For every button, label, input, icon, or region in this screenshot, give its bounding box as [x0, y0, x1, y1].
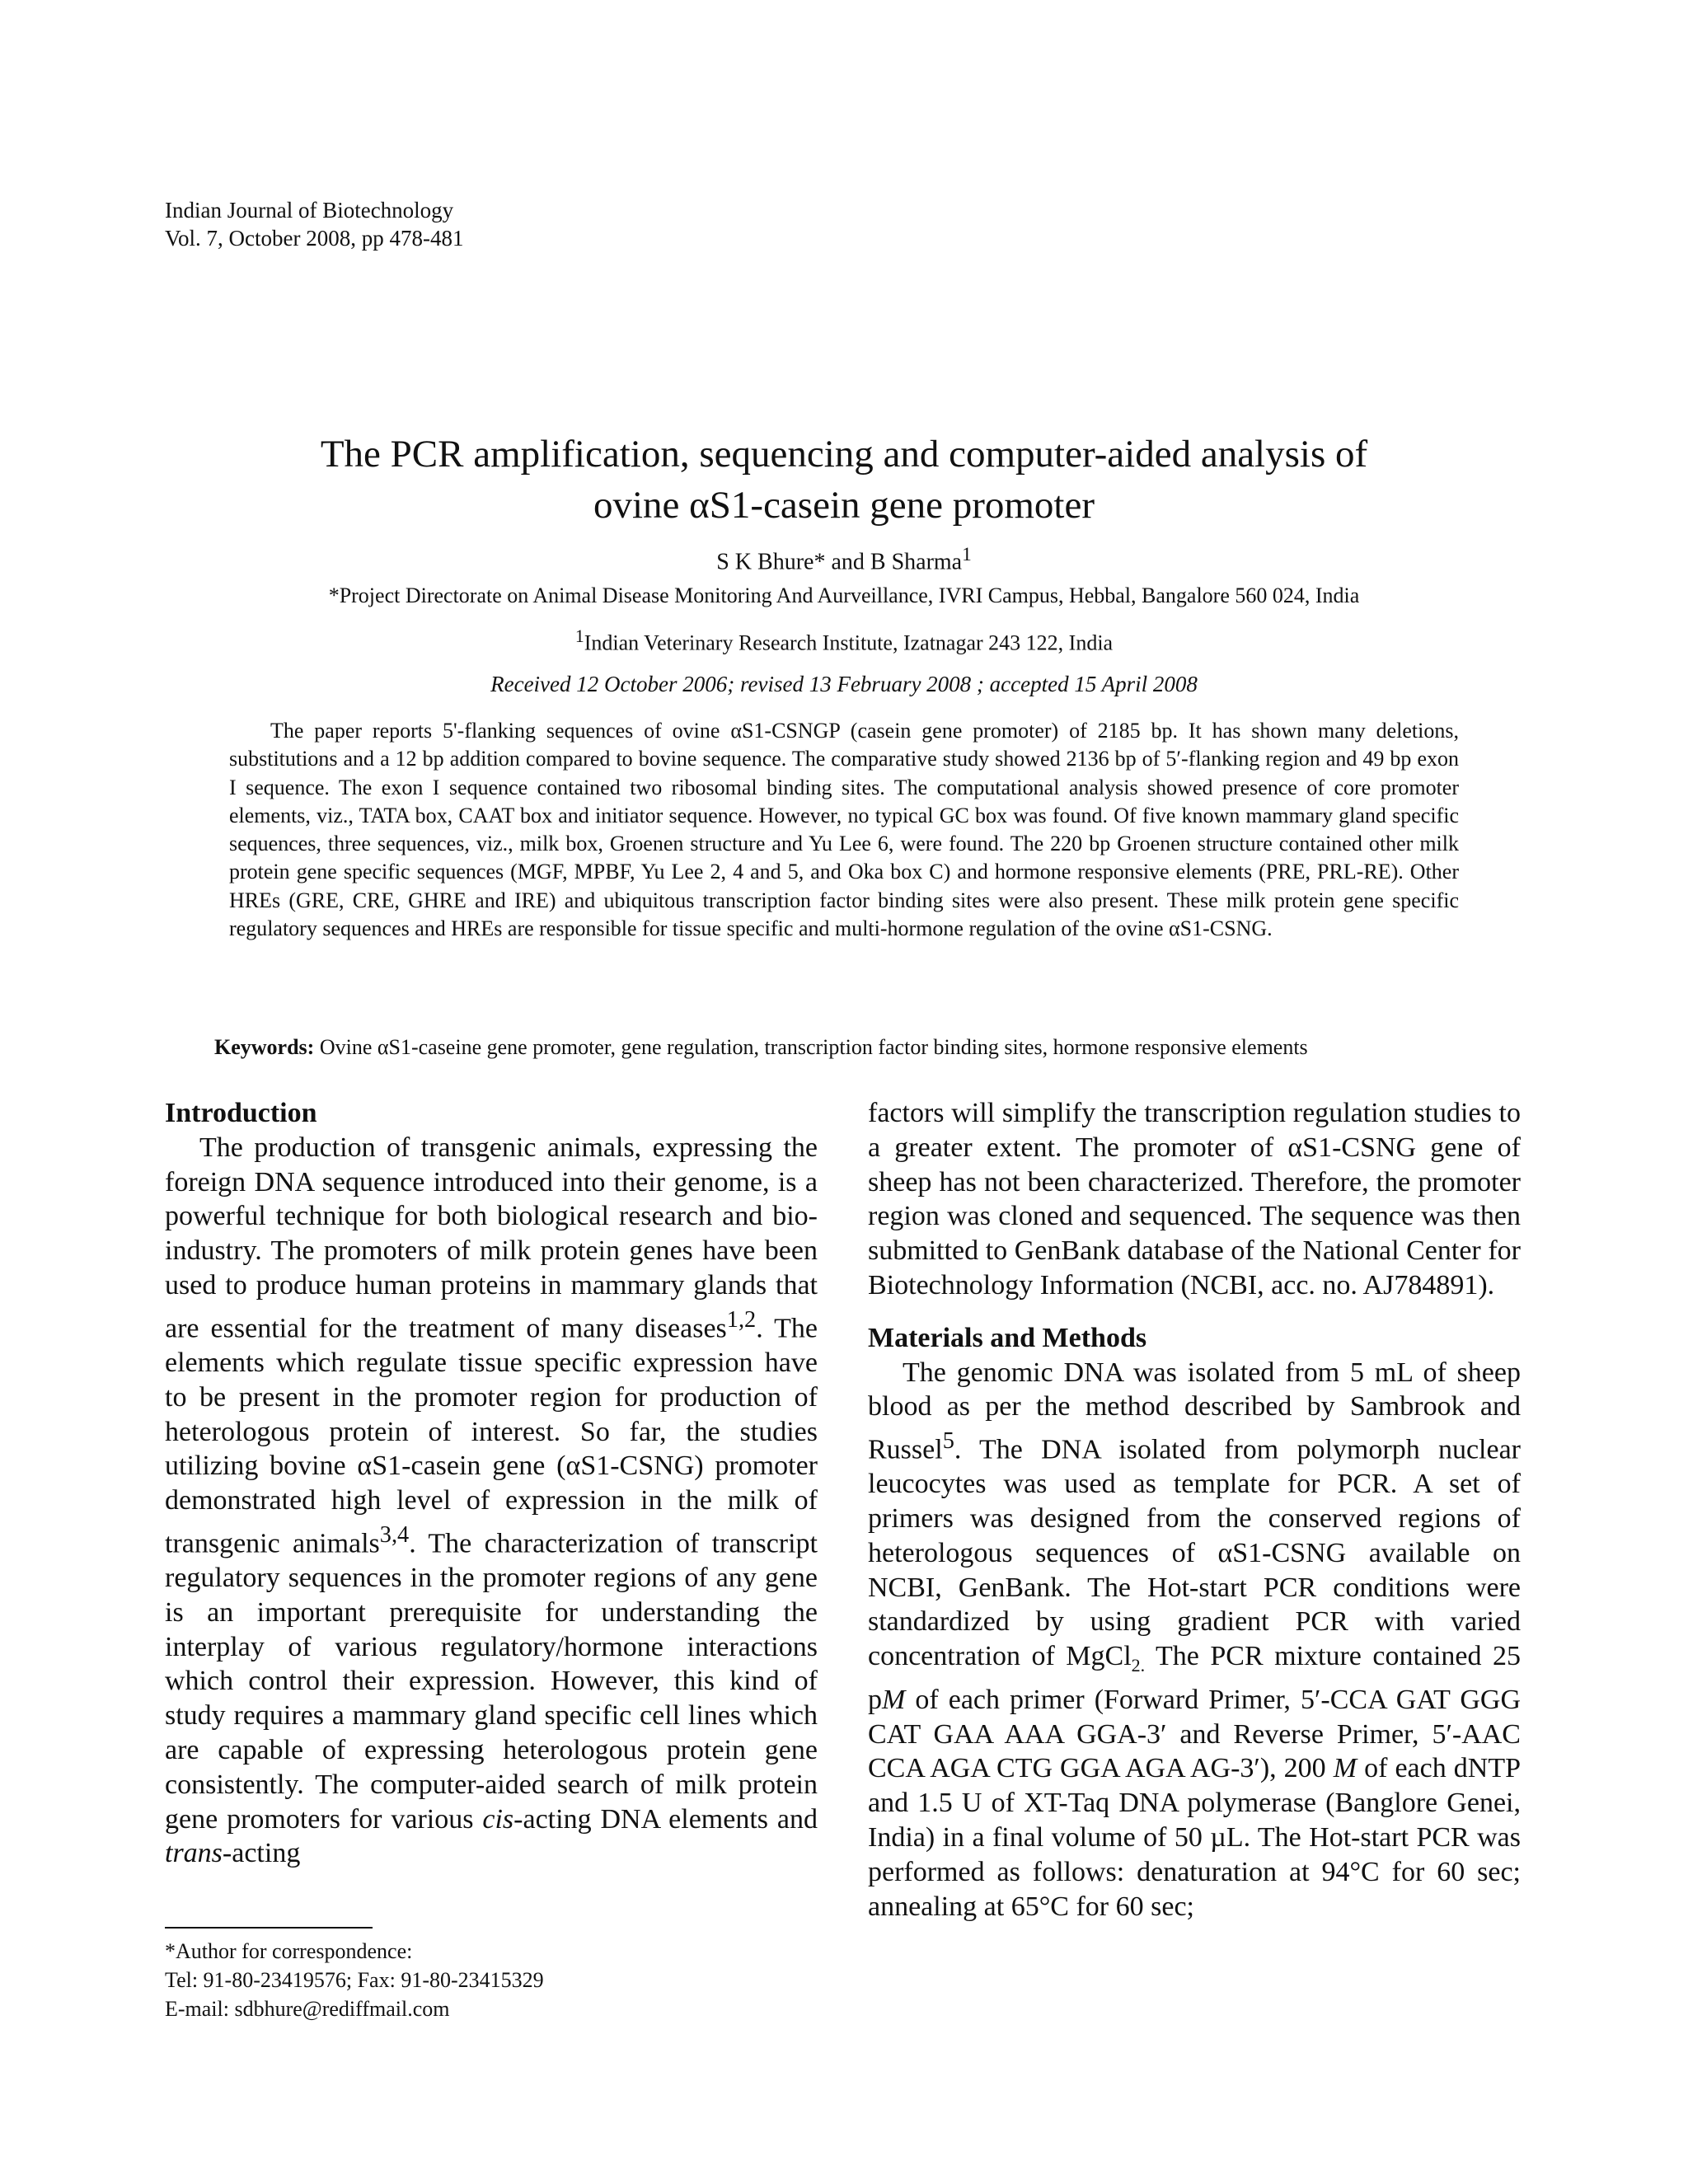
methods-paragraph	[868, 1356, 1521, 1924]
methods-text-5: of each dNTP and 1.5 U of XT-Taq DNA polymerase (Banglore Genei, India) in a final volume of 50 µL. The Hot-start PCR was performed as follows: denaturation at 94°C for 60 sec; annealing at 65°C for 60 sec;	[868, 1753, 1522, 1922]
cis-term: cis	[482, 1803, 514, 1835]
received-dates: Received 12 October 2006; revised 13 February 2008 ; accepted 15 April 2008	[490, 672, 1198, 696]
citation-2: 3,4	[379, 1521, 410, 1548]
author-list	[0, 544, 1688, 575]
affiliation-1: *Project Directorate on Animal Disease Monitoring And Aurveillance, IVRI Campus, Hebbal, Bangalore 560 024, India	[328, 583, 1360, 607]
footnote-line-1: *Author for correspondence:	[165, 1939, 413, 1963]
footnote-rule	[165, 1927, 373, 1929]
journal-name: Indian Journal of Biotechnology	[165, 198, 454, 223]
intro-text-4: -acting DNA elements and	[513, 1803, 818, 1835]
author-separator: and	[825, 549, 870, 575]
footnote-line-2: Tel: 91-80-23419576; Fax: 91-80-23415329	[165, 1968, 544, 1992]
keywords-label: Keywords:	[214, 1035, 315, 1059]
introduction-continued: factors will simplify the transcription regulation studies to a greater extent. The promoter of αS1-CSNG gene of sheep has not been characterized. Therefore, the promoter region was cloned and sequenced. The sequence was then submitted to GenBank database of the National Center for Biotechnology Information (NCBI, acc. no. AJ784891).	[868, 1098, 1521, 1301]
journal-volume: Vol. 7, October 2008, pp 478-481	[165, 226, 464, 251]
methods-heading: Materials and Methods	[868, 1322, 1147, 1353]
intro-text-2: . The elements which regulate tissue specific expression have to be present in the promoter region for production of heterologous protein of interest. So far, the studies utilizing bovine αS1-casein gene (αS1-CSNG) promoter demonstrated high level of expression in the milk of transgenic animals	[165, 1313, 818, 1559]
footnote-email: E-mail: sdbhure@rediffmail.com	[165, 1997, 450, 2021]
author-2-superscript: 1	[962, 544, 972, 565]
methods-text-2: . The DNA isolated from polymorph nuclear leucocytes was used as template for PCR. A set of primers was designed from the conserved regions of heterologous sequences of αS1-CSNG available on NCBI, GenBank. The Hot-start PCR conditions were standardized by using gradient PCR with varied concentration of MgCl	[868, 1434, 1521, 1672]
methods-text-4: of each primer (Forward Primer, 5′-CCA GAT GGG CAT GAA AAA GGA-3′ and Reverse Primer, 5′-AAC CCA AGA CTG GGA AGA AG-3′), 200	[868, 1684, 1521, 1784]
author-2: B Sharma	[870, 549, 963, 575]
keywords	[214, 1035, 1308, 1060]
left-column	[165, 1096, 818, 1871]
unit-molar-1: M	[882, 1684, 906, 1715]
author-1: S K Bhure*	[716, 549, 826, 575]
paper-title	[0, 429, 1688, 531]
journal-header	[165, 196, 463, 252]
section-gap	[868, 1303, 1521, 1321]
correspondence-footnote	[165, 1937, 544, 2023]
right-column	[868, 1096, 1521, 1924]
citation-1: 1,2	[726, 1306, 757, 1333]
unit-molar-2: M	[1333, 1753, 1357, 1784]
citation-5: 5	[942, 1428, 954, 1455]
affiliation-2	[0, 626, 1688, 656]
abstract: The paper reports 5'-flanking sequences of ovine αS1-CSNGP (casein gene promoter) of 2185 bp. It has shown many deletions, substitutions and a 12 bp addition compared to bovine sequence. The comparative study showed 2136 bp of 5′-flanking region and 49 bp exon I sequence. The exon I sequence contained two ribosomal binding sites. The computational analysis showed presence of core promoter elements, viz., TATA box, CAAT box and initiator sequence. However, no typical GC box was found. Of five known mammary gland specific sequences, three sequences, viz., milk box, Groenen structure and Yu Lee 6, were found. The 220 bp Groenen structure contained other milk protein gene specific sequences (MGF, MPBF, Yu Lee 2, 4 and 5, and Oka box C) and hormone responsive elements (PRE, PRL-RE). Other HREs (GRE, CRE, GHRE and IRE) and ubiquitous transcription factor binding sites were also present. These milk protein gene specific regulatory sequences and HREs are responsible for tissue specific and multi-hormone regulation of the ovine αS1-CSNG.	[229, 719, 1459, 941]
mgcl2-subscript: 2.	[1131, 1655, 1146, 1676]
methods-text-3: The PCR mixture contained 25 p	[868, 1641, 1521, 1715]
intro-text-3: . The characterization of transcript regulatory sequences in the promoter regions of any gene is an important prerequisite for understanding the interplay of various regulatory/hormone interactions which control their expression. However, this kind of study requires a mammary gland specific cell lines which are capable of expressing heterologous protein gene consistently. The computer-aided search of milk protein gene promoters for various	[165, 1528, 818, 1835]
affiliation-2-text: Indian Veterinary Research Institute, Izatnagar 243 122, India	[584, 630, 1114, 655]
affiliation-2-superscript: 1	[574, 626, 584, 646]
intro-text-1: The production of transgenic animals, expressing the foreign DNA sequence introduced into their genome, is a powerful technique for both biological research and bio-industry. The promoters of milk protein genes have been used to produce human proteins in mammary glands that are essential for the treatment of many diseases	[165, 1132, 818, 1344]
keywords-text: Ovine αS1-caseine gene promoter, gene regulation, transcription factor binding sites, hormone responsive elements	[314, 1035, 1308, 1059]
trans-term: trans	[165, 1838, 223, 1869]
methods-text-1: The genomic DNA was isolated from 5 mL of sheep blood as per the method described by Sambrook and Russel	[868, 1357, 1521, 1465]
introduction-paragraph	[165, 1131, 818, 1871]
introduction-heading: Introduction	[165, 1098, 317, 1128]
title-line-1: The PCR amplification, sequencing and computer-aided analysis of	[320, 433, 1368, 476]
intro-text-5: -acting	[222, 1838, 301, 1869]
title-line-2: ovine αS1-casein gene promoter	[593, 484, 1095, 527]
